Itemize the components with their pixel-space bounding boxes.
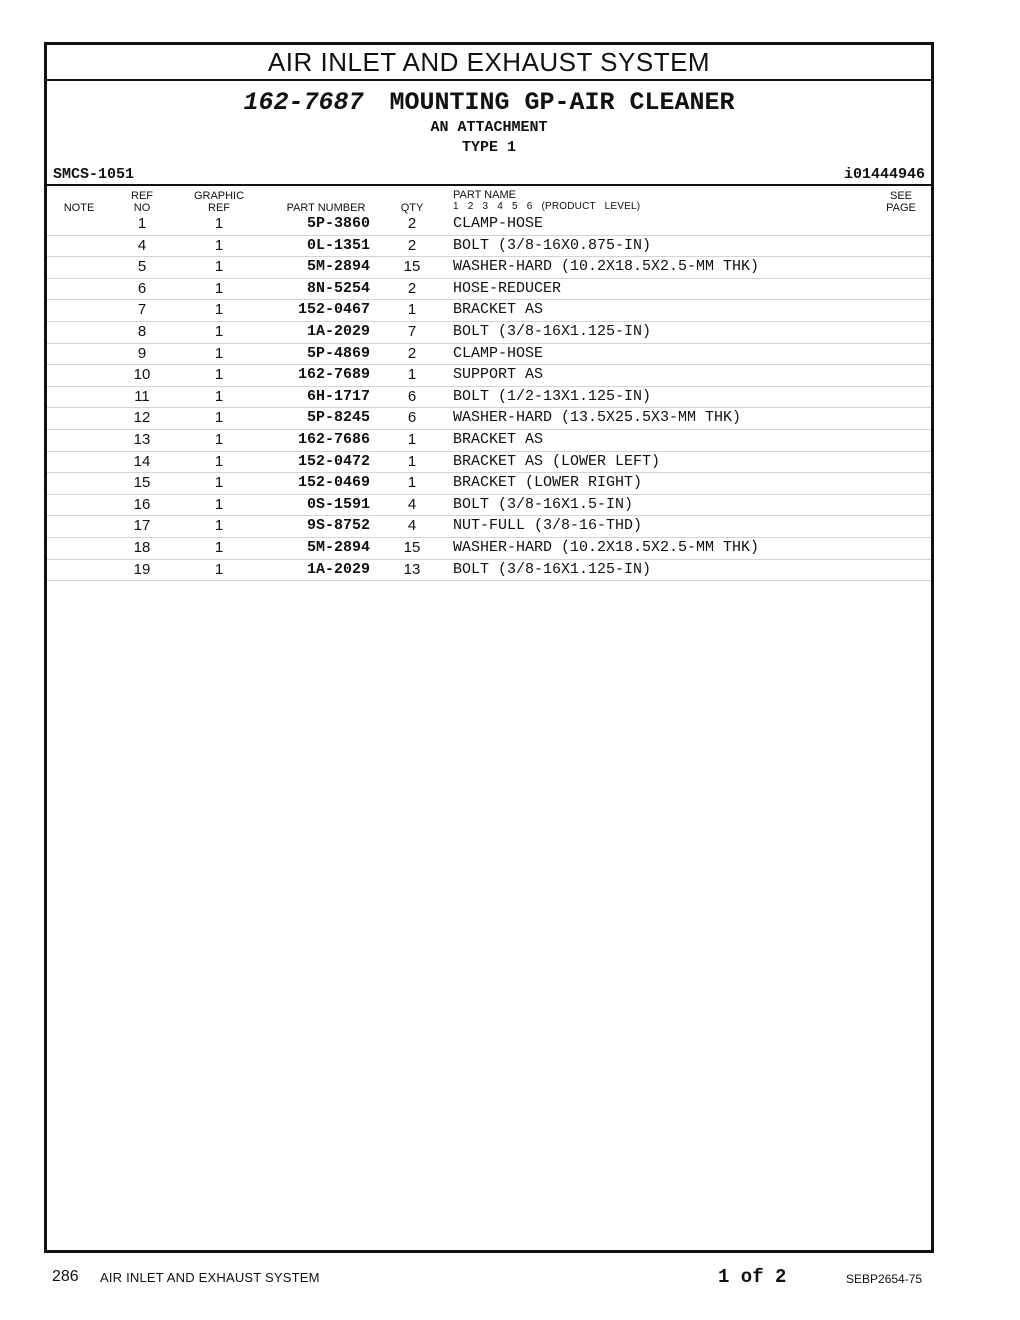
footer-section: AIR INLET AND EXHAUST SYSTEM — [100, 1270, 320, 1285]
part-name-cell: CLAMP-HOSE — [453, 215, 544, 232]
type-label: TYPE 1 — [461, 139, 516, 156]
part-number-cell: 8N-5254 — [306, 279, 370, 297]
part-number-cell: 5P-8245 — [306, 409, 370, 427]
table-row — [47, 236, 931, 258]
page-frame — [44, 42, 934, 1253]
column-header-graphic-bottom: REF — [208, 202, 230, 214]
column-header-part-name — [453, 189, 713, 213]
column-header-graphic-top: GRAPHIC — [193, 190, 245, 202]
part-name-cell: NUT-FULL (3/8-16-THD) — [453, 517, 643, 535]
column-header-qty: QTY — [400, 202, 424, 214]
graphic-ref-cell: 1 — [214, 409, 224, 427]
table-row — [47, 279, 931, 301]
ref-no-cell: 17 — [133, 517, 151, 535]
graphic-ref-cell: 1 — [214, 517, 224, 535]
ref-no-cell: 4 — [137, 236, 147, 254]
group-heading — [47, 89, 931, 117]
part-number-cell: 0L-1351 — [306, 236, 370, 254]
section-title: AIR INLET AND EXHAUST SYSTEM — [47, 45, 931, 81]
illustration-id: i01444946 — [843, 166, 925, 183]
part-name-cell: BRACKET AS — [453, 301, 544, 319]
table-row — [47, 430, 931, 452]
ref-no-cell: 12 — [133, 409, 151, 427]
column-header-see-top: SEE — [889, 190, 912, 202]
column-header-part-number: PART NUMBER — [286, 202, 366, 214]
column-header-see-page — [879, 190, 923, 214]
part-number-cell: 5P-3860 — [306, 215, 370, 232]
graphic-ref-cell: 1 — [214, 366, 224, 384]
qty-cell: 15 — [403, 538, 421, 556]
part-number-cell: 162-7689 — [297, 366, 370, 384]
smcs-code: SMCS-1051 — [53, 166, 135, 183]
table-row — [47, 300, 931, 322]
qty-cell: 4 — [407, 495, 417, 513]
qty-cell: 6 — [407, 409, 417, 427]
part-number-cell: 6H-1717 — [306, 387, 370, 405]
column-header-see-bottom: PAGE — [886, 202, 916, 214]
part-number-cell: 162-7686 — [297, 430, 370, 448]
qty-cell: 1 — [407, 474, 417, 492]
part-name-cell: WASHER-HARD (13.5X25.5X3-MM THK) — [453, 409, 742, 427]
group-number: 162-7687 — [243, 88, 364, 117]
ref-no-cell: 1 — [137, 215, 147, 232]
qty-cell: 4 — [407, 517, 417, 535]
footer-page-of: 1 of 2 — [718, 1266, 787, 1288]
part-name-cell: HOSE-REDUCER — [453, 279, 562, 297]
parts-table — [47, 214, 931, 581]
graphic-ref-cell: 1 — [214, 495, 224, 513]
qty-cell: 1 — [407, 430, 417, 448]
part-number-cell: 5P-4869 — [306, 344, 370, 362]
part-name-cell: BOLT (3/8-16X0.875-IN) — [453, 236, 652, 254]
part-name-cell: BRACKET (LOWER RIGHT) — [453, 474, 643, 492]
column-header-ref-no — [127, 190, 157, 214]
table-row — [47, 452, 931, 474]
part-name-cell: BOLT (3/8-16X1.5-IN) — [453, 495, 634, 513]
part-name-cell: BRACKET AS — [453, 430, 544, 448]
part-name-cell: BRACKET AS (LOWER LEFT) — [453, 452, 661, 470]
part-number-cell: 1A-2029 — [306, 322, 370, 340]
table-row — [47, 495, 931, 517]
table-row — [47, 344, 931, 366]
ref-no-cell: 9 — [137, 344, 147, 362]
table-row — [47, 560, 931, 582]
table-row — [47, 538, 931, 560]
ref-no-cell: 8 — [137, 322, 147, 340]
table-row — [47, 387, 931, 409]
qty-cell: 2 — [407, 215, 417, 232]
graphic-ref-cell: 1 — [214, 279, 224, 297]
ref-no-cell: 18 — [133, 538, 151, 556]
qty-cell: 2 — [407, 344, 417, 362]
ref-no-cell: 6 — [137, 279, 147, 297]
qty-cell: 13 — [403, 560, 421, 578]
footer-doc-id: SEBP2654-75 — [846, 1272, 923, 1286]
part-number-cell: 152-0472 — [297, 452, 370, 470]
part-number-cell: 5M-2894 — [306, 258, 370, 276]
qty-cell: 6 — [407, 387, 417, 405]
table-row — [47, 365, 931, 387]
part-name-cell: WASHER-HARD (10.2X18.5X2.5-MM THK) — [453, 538, 760, 556]
table-row — [47, 214, 931, 236]
qty-cell: 1 — [407, 366, 417, 384]
qty-cell: 1 — [407, 301, 417, 319]
graphic-ref-cell: 1 — [214, 560, 224, 578]
graphic-ref-cell: 1 — [214, 258, 224, 276]
part-number-cell: 0S-1591 — [306, 495, 370, 513]
ref-no-cell: 14 — [133, 452, 151, 470]
ref-no-cell: 16 — [133, 495, 151, 513]
header-divider — [47, 184, 931, 186]
ref-no-cell: 11 — [134, 387, 150, 405]
ref-no-cell: 19 — [133, 560, 151, 578]
column-header-note: NOTE — [63, 202, 95, 214]
graphic-ref-cell: 1 — [214, 215, 224, 232]
column-header-product-level: 1 2 3 4 5 6 (PRODUCT LEVEL) — [453, 201, 641, 212]
part-number-cell: 5M-2894 — [306, 538, 370, 556]
part-number-cell: 152-0467 — [297, 301, 370, 319]
table-row — [47, 473, 931, 495]
part-name-cell: CLAMP-HOSE — [453, 344, 544, 362]
part-number-cell: 9S-8752 — [306, 517, 370, 535]
graphic-ref-cell: 1 — [214, 538, 224, 556]
qty-cell: 2 — [407, 279, 417, 297]
group-name: MOUNTING GP-AIR CLEANER — [389, 88, 735, 117]
column-header-graphic-ref — [187, 190, 251, 214]
part-number-cell: 1A-2029 — [306, 560, 370, 578]
ref-no-cell: 5 — [137, 258, 147, 276]
column-header-part-name-label: PART NAME — [453, 189, 516, 201]
ref-no-cell: 7 — [137, 301, 147, 319]
footer-page-number: 286 — [52, 1268, 79, 1285]
graphic-ref-cell: 1 — [214, 387, 224, 405]
part-name-cell: BOLT (3/8-16X1.125-IN) — [453, 322, 652, 340]
ref-no-cell: 15 — [133, 474, 151, 492]
part-name-cell: SUPPORT AS — [453, 366, 544, 384]
ref-no-cell: 10 — [133, 366, 151, 384]
qty-cell: 2 — [407, 236, 417, 254]
qty-cell: 1 — [407, 452, 417, 470]
table-row — [47, 322, 931, 344]
graphic-ref-cell: 1 — [214, 452, 224, 470]
graphic-ref-cell: 1 — [214, 474, 224, 492]
part-name-cell: WASHER-HARD (10.2X18.5X2.5-MM THK) — [453, 258, 760, 276]
part-name-cell: BOLT (1/2-13X1.125-IN) — [453, 387, 652, 405]
graphic-ref-cell: 1 — [214, 344, 224, 362]
part-number-cell: 152-0469 — [297, 474, 370, 492]
part-name-cell: BOLT (3/8-16X1.125-IN) — [453, 560, 652, 578]
table-row — [47, 408, 931, 430]
graphic-ref-cell: 1 — [214, 322, 224, 340]
graphic-ref-cell: 1 — [214, 236, 224, 254]
column-header-ref-bottom: NO — [133, 202, 151, 214]
graphic-ref-cell: 1 — [214, 430, 224, 448]
qty-cell: 15 — [403, 258, 421, 276]
table-row — [47, 516, 931, 538]
qty-cell: 7 — [407, 322, 417, 340]
ref-no-cell: 13 — [133, 430, 151, 448]
table-row — [47, 257, 931, 279]
graphic-ref-cell: 1 — [214, 301, 224, 319]
attachment-label: AN ATTACHMENT — [430, 119, 548, 136]
column-header-ref-top: REF — [131, 190, 153, 202]
